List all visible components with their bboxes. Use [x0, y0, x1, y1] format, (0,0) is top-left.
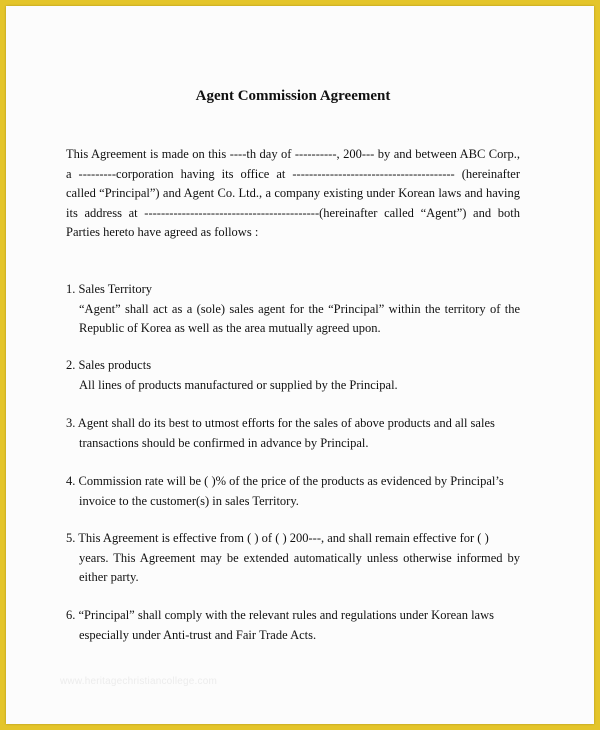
- section-commission-rate: [66, 472, 520, 511]
- section-heading: 5. This Agreement is effective from ( ) of ( ) 200---, and shall remain effective for ( ): [66, 531, 489, 545]
- section-body: years. This Agreement may be extended automatically unless otherwise informed by either party.: [79, 550, 520, 584]
- section-agent-efforts: [66, 414, 520, 453]
- section-body: All lines of products manufactured or supplied by the Principal.: [79, 377, 398, 392]
- section-effective-term: [66, 529, 520, 588]
- section-sales-products: [66, 356, 520, 395]
- section-body: “Agent” shall act as a (sole) sales agent for the “Principal” within the territory of the Republic of Korea as well as the area mutually agreed upon.: [79, 301, 520, 335]
- section-body: invoice to the customer(s) in sales Territory.: [79, 493, 299, 508]
- section-heading: 4. Commission rate will be ( )% of the price of the products as evidenced by Principal’s: [66, 474, 504, 488]
- section-compliance: [66, 606, 520, 645]
- section-heading: 6. “Principal” shall comply with the relevant rules and regulations under Korean laws: [66, 608, 494, 622]
- section-body: transactions should be confirmed in advance by Principal.: [79, 435, 369, 450]
- section-heading: 1. Sales Territory: [66, 282, 153, 296]
- watermark-text: www.heritagechristiancollege.com: [60, 676, 218, 687]
- section-sales-territory: [66, 280, 520, 339]
- section-heading: 3. Agent shall do its best to utmost efforts for the sales of above products and all sales: [66, 416, 495, 430]
- intro-paragraph: This Agreement is made on this ----th day of ----------, 200--- by and between ABC Corp., a ---------corporation having its office at --------------------------------------- (hereinafter called “Principal”) and Agent Co. Ltd., a company existing under Korean laws and having its address at ------------------------------------------(hereinafter called “Agent”) and both Parties hereto have agreed as follows :: [66, 147, 520, 239]
- document-title: Agent Commission Agreement: [195, 88, 391, 104]
- section-body: especially under Anti-trust and Fair Trade Acts.: [79, 627, 317, 642]
- section-heading: 2. Sales products: [66, 358, 152, 372]
